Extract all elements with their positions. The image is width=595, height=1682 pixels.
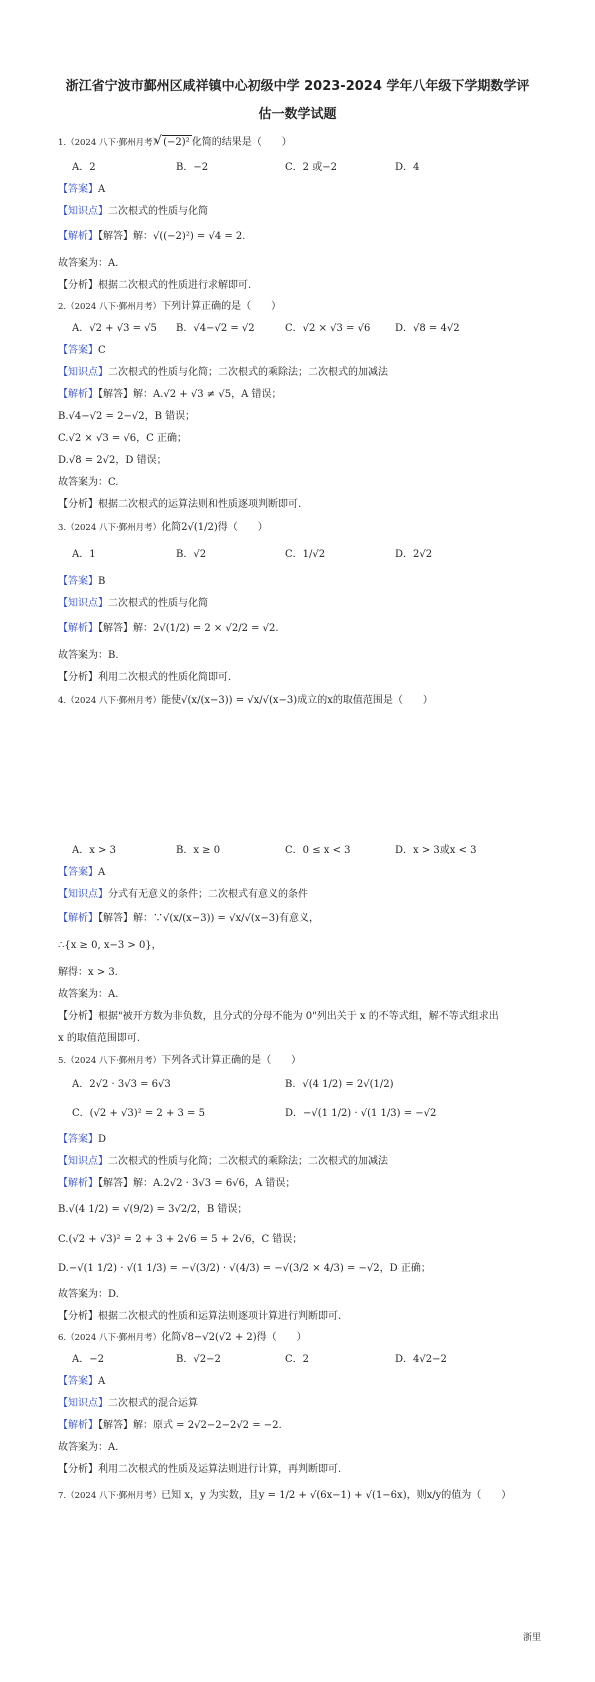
- option-c: C．1/√2: [285, 549, 326, 560]
- question-5-stem: 5.（2024 八下·鄞州月考）下列各式计算正确的是（ ）: [58, 1055, 302, 1066]
- question-3-stem: 3.（2024 八下·鄞州月考）化简2√(1/2)得（ ）: [58, 522, 268, 533]
- question-7-stem: 7.（2024 八下·鄞州月考）已知 x，y 为实数，且y = 1/2 + √(6x−1) + √(1−6x)，则x/y的值为（ ）: [58, 1490, 512, 1501]
- summary-row: 【分析】根据二次根式的性质和运算法则逐项计算进行判断即可.: [58, 1311, 342, 1322]
- doc-title-line2: 估一数学试题: [258, 107, 337, 122]
- conclusion-row: 故答案为：C.: [58, 477, 119, 488]
- option-a: A．x > 3: [72, 845, 116, 856]
- option-d: D．−√(1 1/2) · √(1 1/3) = −√2: [285, 1108, 437, 1119]
- analysis-row: 【解析】【解答】解：∵√(x/(x−3)) = √x/√(x−3)有意义，: [58, 913, 320, 924]
- summary-row-cont: x 的取值范围即可.: [58, 1033, 140, 1044]
- solution-step: 解得：x > 3.: [58, 967, 118, 978]
- answer-row: 【答案】B: [58, 576, 106, 587]
- solution-step: ∴{x ≥ 0, x−3 > 0}，: [58, 940, 162, 951]
- analysis-row: 【解析】【解答】解：√((−2)²) = √4 = 2.: [58, 231, 246, 242]
- option-a: A．1: [72, 549, 96, 560]
- question-6-stem: 6.（2024 八下·鄞州月考）化简√8−√2(√2 + 2)得（ ）: [58, 1332, 307, 1343]
- solution-step: B.√4−√2 = 2−√2，B 错误；: [58, 411, 196, 422]
- conclusion-row: 故答案为：B.: [58, 650, 119, 661]
- analysis-row: 【解析】【解答】解：A.√2 + √3 ≠ √5，A 错误；: [58, 389, 282, 400]
- solution-step: C.(√2 + √3)² = 2 + 3 + 2√6 = 5 + 2√6，C 错误；: [58, 1234, 303, 1245]
- question-2-stem: 2.（2024 八下·鄞州月考）下列计算正确的是（ ）: [58, 301, 282, 312]
- knowledge-row: 【知识点】二次根式的性质与化简: [58, 206, 208, 217]
- analysis-row: 【解析】【解答】解：原式 = 2√2−2−2√2 = −2.: [58, 1420, 282, 1431]
- option-b: B．√2: [176, 549, 207, 560]
- page-footer: 浙里: [522, 1633, 541, 1643]
- option-b: B．√(4 1/2) = 2√(1/2): [285, 1079, 394, 1090]
- option-b: B．√2−2: [176, 1354, 221, 1365]
- option-a: A．−2: [72, 1354, 104, 1365]
- solution-step: B.√(4 1/2) = √(9/2) = 3√2/2，B 错误；: [58, 1204, 248, 1215]
- answer-row: 【答案】A: [58, 184, 106, 195]
- knowledge-row: 【知识点】分式有无意义的条件；二次根式有意义的条件: [58, 889, 308, 900]
- conclusion-row: 故答案为：A.: [58, 989, 119, 1000]
- knowledge-row: 【知识点】二次根式的混合运算: [58, 1398, 198, 1409]
- summary-row: 【分析】利用二次根式的性质及运算法则进行计算，再判断即可.: [58, 1464, 342, 1475]
- solution-step: D.√8 = 2√2，D 错误；: [58, 455, 167, 466]
- analysis-row: 【解析】【解答】解：2√(1/2) = 2 × √2/2 = √2.: [58, 623, 279, 634]
- answer-row: 【答案】C: [58, 345, 106, 356]
- conclusion-row: 故答案为：D.: [58, 1289, 119, 1300]
- option-b: B．x ≥ 0: [176, 845, 221, 856]
- question-text: 化简的结果是（ ）: [191, 137, 292, 148]
- option-c: C．2: [285, 1354, 310, 1365]
- option-d: D．4√2−2: [395, 1354, 447, 1365]
- conclusion-row: 故答案为：A.: [58, 1442, 119, 1453]
- question-source: 1.（2024 八下·鄞州月考）: [58, 138, 162, 148]
- knowledge-row: 【知识点】二次根式的性质与化简；二次根式的乘除法；二次根式的加减法: [58, 367, 388, 378]
- option-a: A．√2 + √3 = √5: [72, 323, 157, 334]
- summary-row: 【分析】根据"被开方数为非负数，且分式的分母不能为 0"列出关于 x 的不等式组，解不等式组求出: [58, 1011, 499, 1022]
- answer-row: 【答案】D: [58, 1134, 107, 1145]
- math-sqrt: √ (−2)²: [162, 135, 192, 150]
- option-c: C．√2 × √3 = √6: [285, 323, 371, 334]
- option-d: D．4: [395, 162, 420, 173]
- option-c: C．0 ≤ x < 3: [285, 845, 351, 856]
- option-b: B．√4−√2 = √2: [176, 323, 255, 334]
- doc-title-line1: 浙江省宁波市鄞州区咸祥镇中心初级中学 2023-2024 学年八年级下学期数学评: [65, 79, 530, 94]
- question-1-stem: [58, 135, 292, 150]
- summary-row: 【分析】利用二次根式的性质化简即可.: [58, 672, 232, 683]
- knowledge-row: 【知识点】二次根式的性质与化简；二次根式的乘除法；二次根式的加减法: [58, 1156, 388, 1167]
- option-d: D．√8 = 4√2: [395, 323, 460, 334]
- summary-row: 【分析】根据二次根式的性质进行求解即可.: [58, 280, 252, 291]
- option-c: C．(√2 + √3)² = 2 + 3 = 5: [72, 1108, 205, 1119]
- option-a: A．2: [72, 162, 96, 173]
- question-4-stem: 4.（2024 八下·鄞州月考）能使√(x/(x−3)) = √x/√(x−3)成立的x的取值范围是（ ）: [58, 695, 433, 706]
- option-c: C．2 或−2: [285, 162, 337, 173]
- option-d: D．x > 3或x < 3: [395, 845, 477, 856]
- option-b: B．−2: [176, 162, 209, 173]
- solution-step: D.−√(1 1/2) · √(1 1/3) = −√(3/2) · √(4/3) = −√(3/2 × 4/3) = −√2，D 正确；: [58, 1263, 431, 1274]
- answer-row: 【答案】A: [58, 867, 106, 878]
- answer-row: 【答案】A: [58, 1376, 106, 1387]
- knowledge-row: 【知识点】二次根式的性质与化简: [58, 598, 208, 609]
- summary-row: 【分析】根据二次根式的运算法则和性质逐项判断即可.: [58, 499, 302, 510]
- analysis-row: 【解析】【解答】解：A.2√2 · 3√3 = 6√6，A 错误；: [58, 1178, 296, 1189]
- option-d: D．2√2: [395, 549, 433, 560]
- conclusion-row: 故答案为：A.: [58, 258, 119, 269]
- option-a: A．2√2 · 3√3 = 6√3: [72, 1079, 171, 1090]
- solution-step: C.√2 × √3 = √6，C 正确；: [58, 433, 187, 444]
